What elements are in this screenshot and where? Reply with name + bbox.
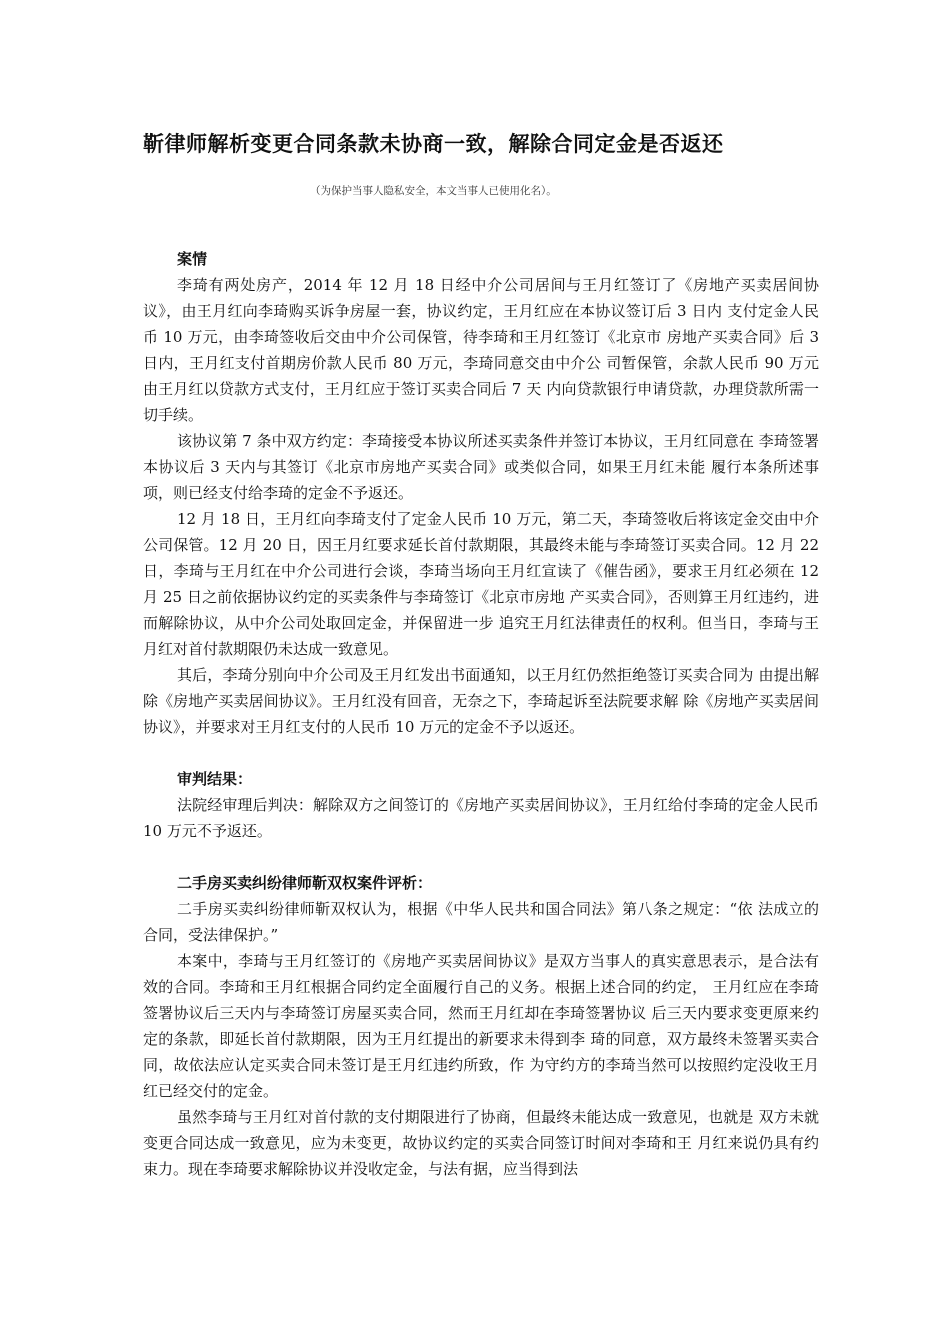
case-paragraph: 该协议第 7 条中双方约定：李琦接受本协议所述买卖条件并签订本协议，王月红同意在 李琦签署本协议后 3 天内与其签订《北京市房地产买卖合同》或类似合同，如果王月红未能 履行本条所述事项，则已经支付给李琦的定金不予返还。 xyxy=(143,432,819,502)
analysis-paragraph: 虽然李琦与王月红对首付款的支付期限进行了协商，但最终未能达成一致意见，也就是 双方未就变更合同达成一致意见，应为未变更，故协议约定的买卖合同签订时间对李琦和王 月红来说仍具有约束力。现在李琦要求解除协议并没收定金，与法有据，应当得到法 xyxy=(143,1108,819,1178)
privacy-note: （为保护当事人隐私安全，本文当事人已使用化名）。 xyxy=(310,185,557,197)
case-paragraph: 李琦有两处房产，2014 年 12 月 18 日经中介公司居间与王月红签订了《房地产买卖居间协议》，由王月红向李琦购买诉争房屋一套，协议约定，王月红应在本协议签订后 3 日内 支付定金人民币 10 万元，由李琦签收后交由中介公司保管，待李琦和王月红签订《北京市 房地产买卖合同》后 3 日内，王月红支付首期房价款人民币 80 万元，李琦同意交由中介公 司暂保管，余款人民币 90 万元由王月红以贷款方式支付，王月红应于签订买卖合同后 7 天 内向贷款银行申请贷款，办理贷款所需一切手续。 xyxy=(143,276,819,424)
section-heading-judgment: 审判结果： xyxy=(177,770,253,788)
judgment-paragraph: 法院经审理后判决：解除双方之间签订的《房地产买卖居间协议》，王月红给付李琦的定金人民币 10 万元不予返还。 xyxy=(143,796,819,840)
section-heading-analysis: 二手房买卖纠纷律师靳双权案件评析： xyxy=(177,874,433,892)
case-paragraph: 其后，李琦分别向中介公司及王月红发出书面通知，以王月红仍然拒绝签订买卖合同为 由提出解除《房地产买卖居间协议》。王月红没有回音，无奈之下，李琦起诉至法院要求解 除《房地产买卖居间协议》，并要求对王月红支付的人民币 10 万元的定金不予以返还。 xyxy=(143,666,819,736)
analysis-paragraph: 二手房买卖纠纷律师靳双权认为，根据《中华人民共和国合同法》第八条之规定：“依 法成立的合同，受法律保护。” xyxy=(143,900,819,944)
section-heading-case: 案情 xyxy=(177,250,208,268)
case-paragraph: 12 月 18 日，王月红向李琦支付了定金人民币 10 万元，第二天，李琦签收后将该定金交由中介公司保管。12 月 20 日，因王月红要求延长首付款期限，其最终未能与李琦签订买卖合同。12 月 22 日，李琦与王月红在中介公司进行会谈，李琦当场向王月红宣读了《催告函》，要求王月红必须在 12 月 25 日之前依据协议约定的买卖条件与李琦签订《北京市房地 产买卖合同》，否则算王月红违约，进而解除协议，从中介公司处取回定金，并保留进一步 追究王月红法律责任的权利。但当日，李琦与王月红对首付款期限仍未达成一致意见。 xyxy=(143,510,819,658)
document-body xyxy=(143,246,819,1182)
analysis-paragraph: 本案中，李琦与王月红签订的《房地产买卖居间协议》是双方当事人的真实意思表示，是合法有效的合同。李琦和王月红根据合同约定全面履行自己的义务。根据上述合同的约定， 王月红应在李琦签署协议后三天内与李琦签订房屋买卖合同，然而王月红却在李琦签署协议 后三天内要求变更原来约定的条款，即延长首付款期限，因为王月红提出的新要求未得到李 琦的同意，双方最终未签署买卖合同，故依法应认定买卖合同未签订是王月红违约所致，作 为守约方的李琦当然可以按照约定没收王月红已经交付的定金。 xyxy=(143,952,819,1100)
section-spacer xyxy=(143,740,819,766)
section-spacer xyxy=(143,844,819,870)
document-title: 靳律师解析变更合同条款未协商一致，解除合同定金是否返还 xyxy=(143,132,724,156)
